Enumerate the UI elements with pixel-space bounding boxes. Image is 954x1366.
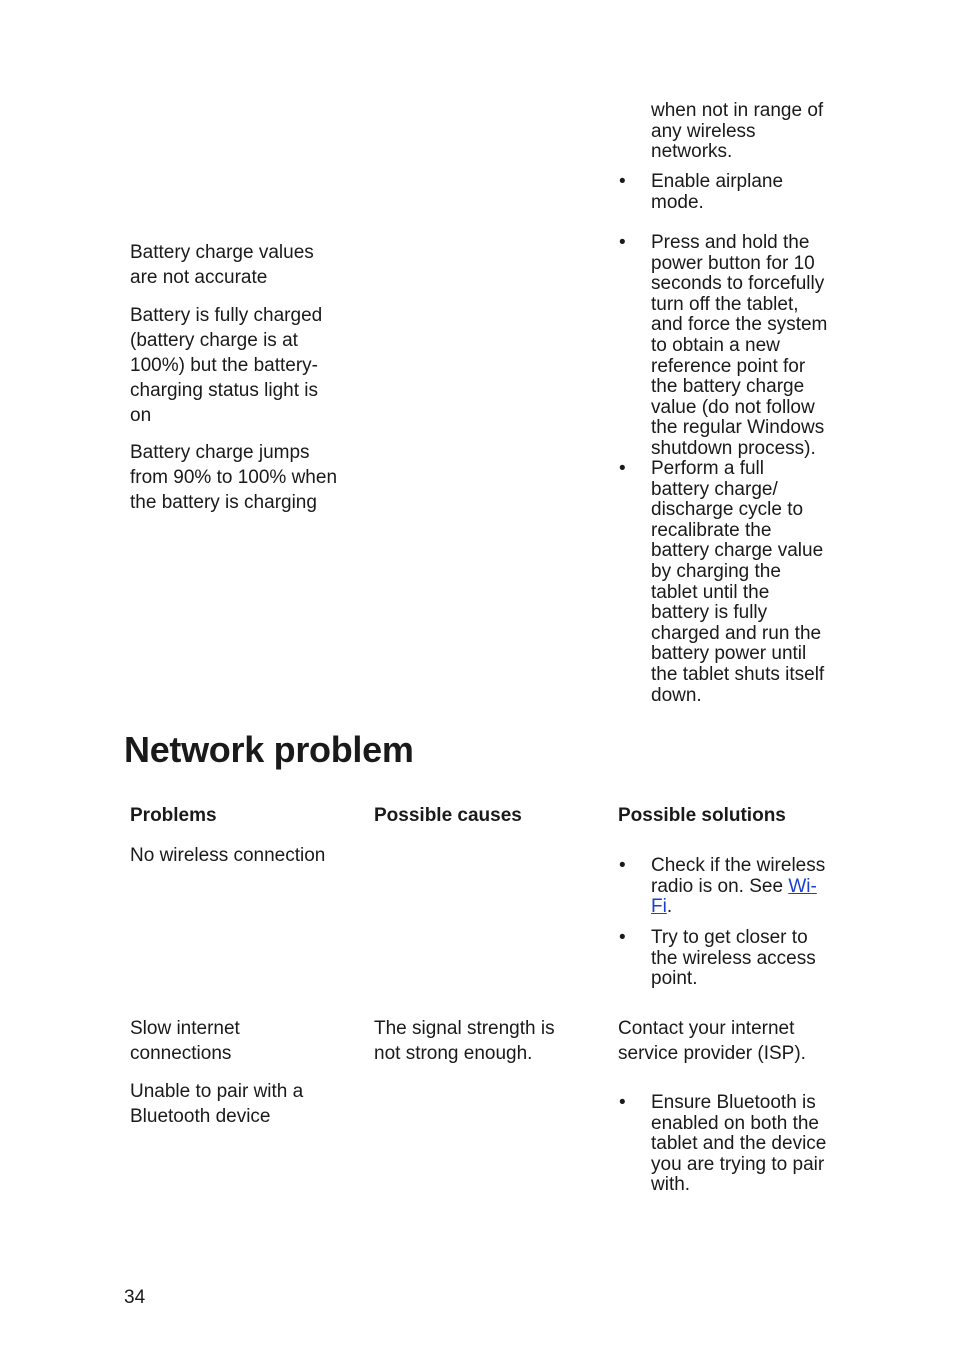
bullet-icon: •	[619, 927, 626, 948]
text-line: Battery charge jumps	[130, 442, 310, 463]
continued-solution-text	[651, 101, 823, 163]
text-line: shutdown process).	[651, 437, 816, 459]
text-line: Slow internet	[130, 1018, 240, 1039]
text-line: service provider (ISP).	[618, 1043, 806, 1064]
text-line: battery power until	[651, 643, 807, 665]
text-line: when not in range of	[651, 100, 824, 121]
text-line: down.	[651, 684, 702, 706]
text-line: the battery charge	[651, 376, 805, 398]
text-line: Try to get closer to	[651, 927, 808, 948]
text-line	[651, 897, 889, 918]
text-line: recalibrate the	[651, 519, 772, 541]
text-line: (battery charge is at	[130, 330, 298, 351]
bullet-icon: •	[619, 458, 626, 479]
problem-bluetooth-pair	[130, 1079, 303, 1129]
text-line: the tablet shuts itself	[651, 663, 825, 685]
solution-get-closer	[619, 928, 889, 990]
text-line: The signal strength is	[374, 1018, 555, 1039]
cause-weak-signal	[374, 1016, 555, 1066]
page-number: 34	[124, 1287, 146, 1308]
text-line: Enable airplane	[651, 171, 784, 192]
solution-contact-isp	[618, 1016, 806, 1066]
wifi-link[interactable]: Wi-	[788, 875, 817, 897]
text-line: value (do not follow	[651, 396, 815, 418]
text-line: by charging the	[651, 560, 781, 582]
column-header-problems: Problems	[130, 805, 217, 826]
bullet-icon: •	[619, 855, 626, 876]
section-title: Network problem	[124, 729, 414, 770]
text-line: Press and hold the	[651, 232, 810, 253]
text-line: Battery is fully charged	[130, 305, 323, 326]
bullet-icon: •	[619, 171, 626, 192]
battery-solution-1	[619, 233, 889, 460]
text-line: Unable to pair with a	[130, 1081, 304, 1102]
battery-problem-3	[130, 440, 370, 515]
text-line: networks.	[651, 141, 733, 163]
text-line: Ensure Bluetooth is	[651, 1092, 816, 1113]
text-line: connections	[130, 1043, 232, 1064]
solution-enable-bluetooth	[619, 1093, 889, 1196]
text-line: any wireless	[651, 120, 756, 142]
text-line: from 90% to 100% when	[130, 467, 338, 488]
text-line: battery is fully	[651, 602, 768, 624]
battery-solution-2	[619, 459, 889, 706]
text-span: radio is on. See	[651, 875, 789, 897]
text-span: .	[666, 896, 673, 918]
text-line: tablet and the device	[651, 1133, 827, 1155]
column-header-causes: Possible causes	[374, 805, 522, 826]
text-line: seconds to forcefully	[651, 273, 825, 295]
text-line: the wireless access	[651, 947, 816, 969]
text-line: enabled on both the	[651, 1112, 819, 1134]
text-line: charged and run the	[651, 622, 822, 644]
text-line: Perform a full	[651, 458, 764, 479]
text-line: 100%) but the battery-	[130, 355, 318, 376]
problem-slow-internet	[130, 1016, 240, 1066]
text-line: power button for 10	[651, 252, 815, 274]
text-line: with.	[651, 1174, 691, 1196]
text-line: turn off the tablet,	[651, 293, 799, 315]
text-line: the battery is charging	[130, 492, 317, 513]
text-line: mode.	[651, 191, 704, 213]
text-line: Bluetooth device	[130, 1106, 271, 1127]
wifi-link-continued[interactable]: Fi	[651, 896, 667, 918]
text-line: are not accurate	[130, 267, 268, 288]
problem-no-wireless: No wireless connection	[130, 845, 326, 866]
text-line: charging status light is	[130, 380, 318, 401]
text-line: on	[130, 405, 152, 426]
text-line: Check if the wireless	[651, 855, 826, 876]
text-line: to obtain a new	[651, 334, 780, 356]
text-line: tablet until the	[651, 581, 770, 603]
bullet-icon: •	[619, 232, 626, 253]
airplane-mode-bullet	[619, 172, 879, 213]
solution-check-wireless	[619, 856, 889, 918]
text-line: battery charge value	[651, 540, 824, 562]
text-line: the regular Windows	[651, 417, 825, 439]
text-line: you are trying to pair	[651, 1153, 825, 1175]
bullet-icon: •	[619, 1092, 626, 1113]
text-line: discharge cycle to	[651, 499, 804, 521]
text-line: Battery charge values	[130, 242, 314, 263]
text-line	[651, 877, 889, 898]
battery-problem-1	[130, 240, 370, 290]
text-line: Contact your internet	[618, 1018, 795, 1039]
column-header-solutions: Possible solutions	[618, 805, 786, 826]
text-line: battery charge/	[651, 478, 778, 500]
text-line: reference point for	[651, 355, 806, 377]
battery-problem-2	[130, 303, 370, 428]
text-line: and force the system	[651, 314, 828, 336]
text-line: point.	[651, 968, 698, 990]
text-line: not strong enough.	[374, 1043, 533, 1064]
